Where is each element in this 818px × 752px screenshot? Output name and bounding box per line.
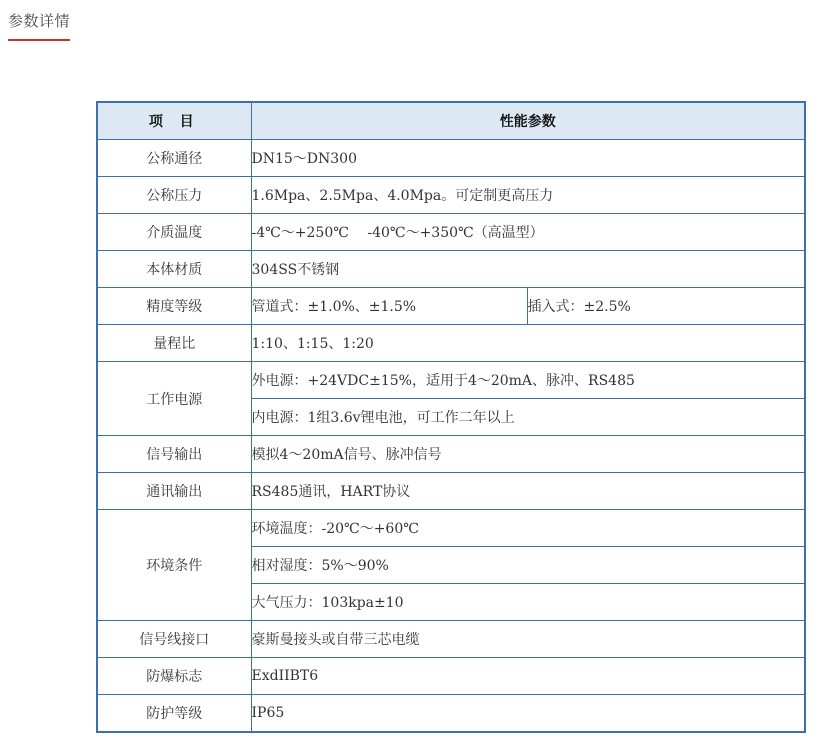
row-value-env-pressure: 大气压力：103kpa±10 <box>251 584 805 621</box>
row-label: 防爆标志 <box>97 658 251 695</box>
row-value: 304SS不锈钢 <box>251 251 805 288</box>
row-value: DN15～DN300 <box>251 140 805 177</box>
row-label: 信号输出 <box>97 436 251 473</box>
table-row <box>97 251 805 288</box>
row-value-env-humidity: 相对湿度：5%～90% <box>251 547 805 584</box>
table-row <box>97 436 805 473</box>
row-label: 介质温度 <box>97 214 251 251</box>
row-value: 模拟4～20mA信号、脉冲信号 <box>251 436 805 473</box>
spec-table <box>96 101 806 733</box>
row-label: 通讯输出 <box>97 473 251 510</box>
row-label: 工作电源 <box>97 362 251 436</box>
table-row <box>97 214 805 251</box>
row-value: ExdIIBT6 <box>251 658 805 695</box>
table-row <box>97 362 805 399</box>
row-label: 精度等级 <box>97 288 251 325</box>
row-value: 豪斯曼接头或自带三芯电缆 <box>251 621 805 658</box>
table-row <box>97 695 805 733</box>
table-header-row <box>97 102 805 140</box>
row-label: 公称通径 <box>97 140 251 177</box>
row-value: 1.6Mpa、2.5Mpa、4.0Mpa。可定制更高压力 <box>251 177 805 214</box>
table-row <box>97 140 805 177</box>
row-label: 公称压力 <box>97 177 251 214</box>
row-value: 1:10、1:15、1:20 <box>251 325 805 362</box>
table-row <box>97 658 805 695</box>
header-item: 项 目 <box>97 102 251 140</box>
row-label: 环境条件 <box>97 510 251 621</box>
row-label: 信号线接口 <box>97 621 251 658</box>
table-row <box>97 510 805 547</box>
tab-title[interactable]: 参数详情 <box>8 10 70 41</box>
header-params: 性能参数 <box>251 102 805 140</box>
row-label: 量程比 <box>97 325 251 362</box>
row-value-insert: 插入式：±2.5% <box>527 288 805 325</box>
table-row <box>97 177 805 214</box>
row-value-internal: 内电源：1组3.6v锂电池，可工作二年以上 <box>251 399 805 436</box>
row-label: 本体材质 <box>97 251 251 288</box>
row-value: IP65 <box>251 695 805 733</box>
row-label: 防护等级 <box>97 695 251 733</box>
row-value: RS485通讯，HART协议 <box>251 473 805 510</box>
row-value-pipe: 管道式：±1.0%、±1.5% <box>251 288 527 325</box>
table-row <box>97 621 805 658</box>
table-row <box>97 325 805 362</box>
row-value: -4℃～+250℃ -40℃～+350℃（高温型） <box>251 214 805 251</box>
row-value-env-temp: 环境温度：-20℃～+60℃ <box>251 510 805 547</box>
row-value-external: 外电源：+24VDC±15%，适用于4～20mA、脉冲、RS485 <box>251 362 805 399</box>
table-row <box>97 288 805 325</box>
table-row <box>97 473 805 510</box>
